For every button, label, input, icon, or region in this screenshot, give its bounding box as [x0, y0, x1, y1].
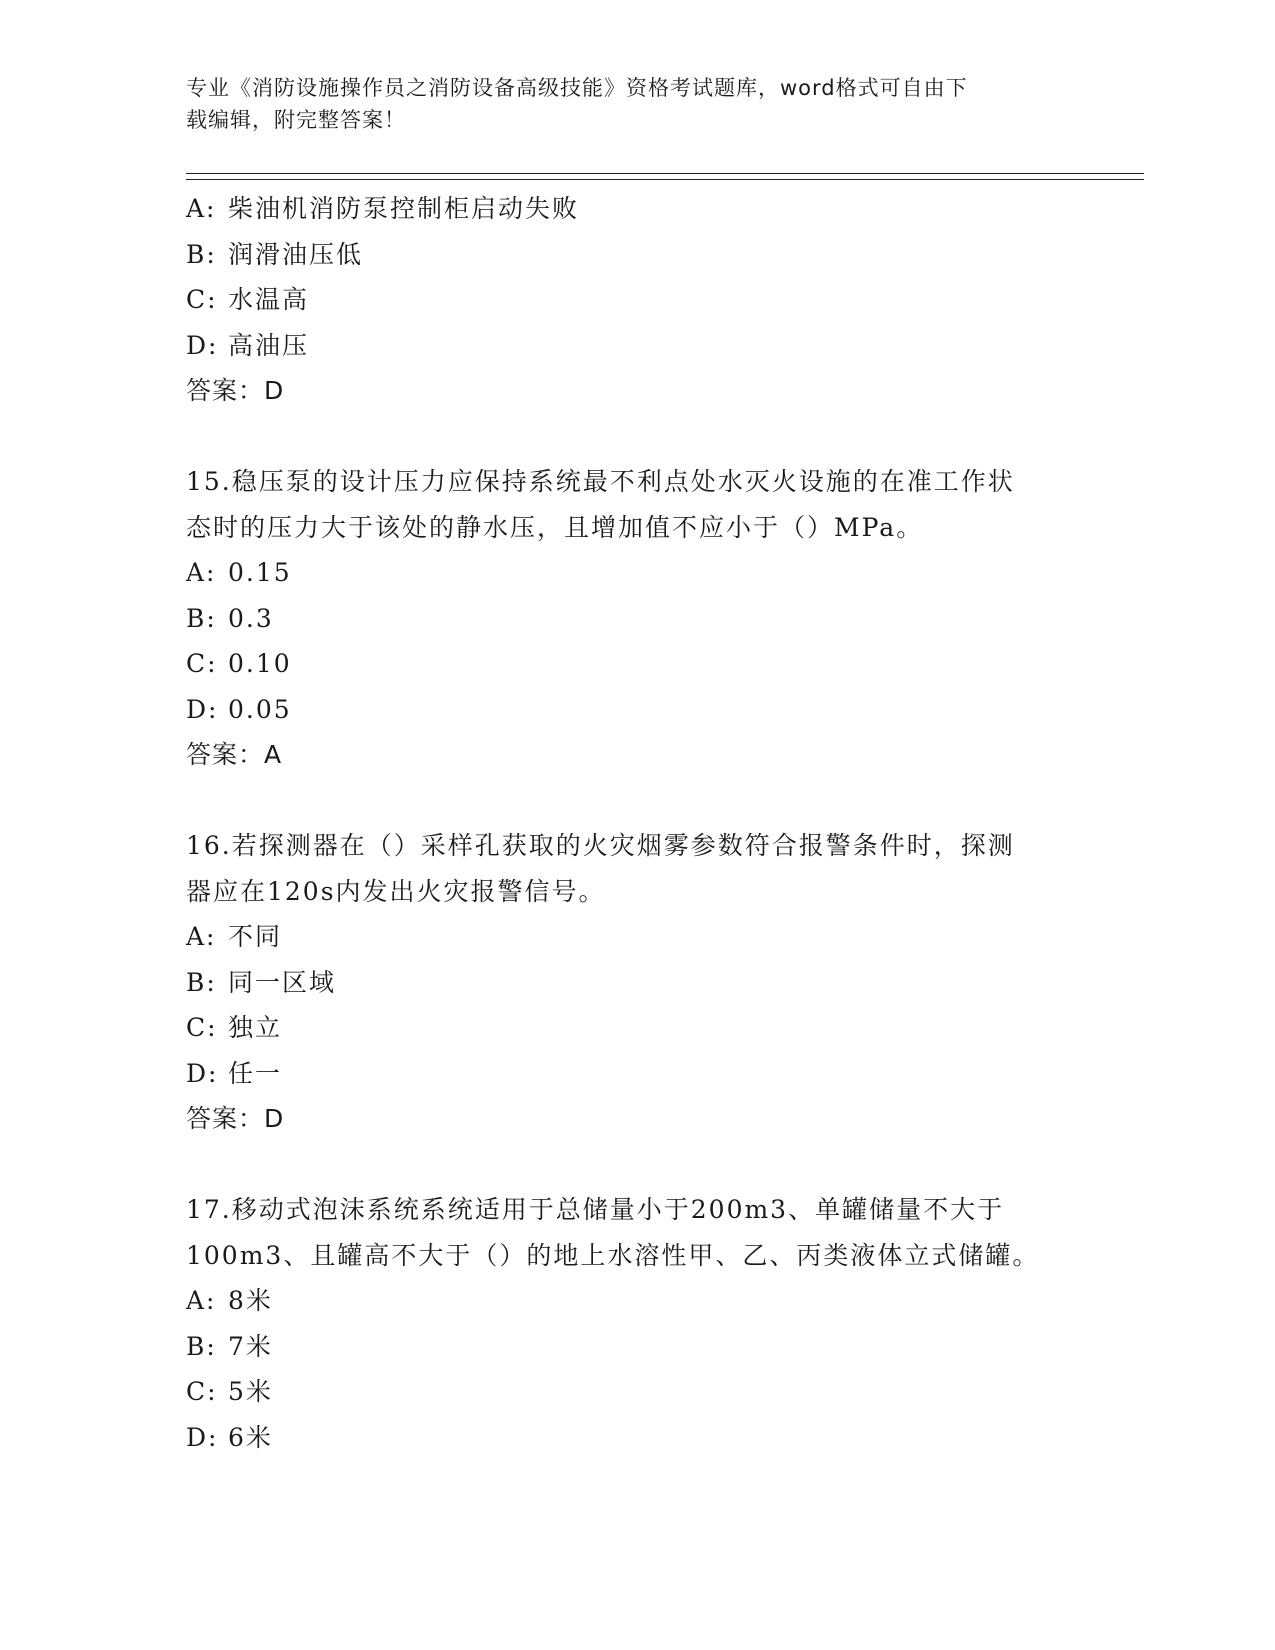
- header-divider-top: [186, 173, 1144, 174]
- question-stem-line-2: 100m3、且罐高不大于（）的地上水溶性甲、乙、丙类液体立式储罐。: [186, 1240, 1040, 1270]
- question-16: [186, 823, 1086, 1142]
- question-15: [186, 459, 1086, 778]
- option-a: A: 8米: [186, 1286, 273, 1315]
- option-c: C: 5米: [186, 1377, 273, 1406]
- option-a: A: 柴油机消防泵控制柜启动失败: [186, 194, 580, 223]
- header-divider-bottom: [186, 179, 1144, 180]
- question-stem-line-2: 器应在120s内发出火灾报警信号。: [186, 876, 606, 906]
- option-d: D: 6米: [186, 1422, 273, 1452]
- spacer: [186, 778, 1086, 824]
- option-b: B: 0.3: [186, 603, 274, 633]
- question-list: [186, 186, 1086, 1460]
- option-c: C: 独立: [186, 1013, 283, 1042]
- header-line-2: 载编辑，附完整答案！: [186, 108, 406, 132]
- option-b: B: 润滑油压低: [186, 239, 364, 269]
- option-b: B: 7米: [186, 1331, 273, 1361]
- question-14: [186, 186, 1086, 414]
- answer-line: 答案：A: [186, 740, 283, 769]
- option-a: A: 0.15: [186, 558, 292, 587]
- spacer: [186, 1142, 1086, 1188]
- document-header: [186, 72, 1066, 136]
- option-d: D: 高油压: [186, 330, 310, 360]
- question-stem-line-1: 17.移动式泡沫系统系统适用于总储量小于200m3、单罐储量不大于: [186, 1195, 1005, 1224]
- answer-line: 答案：D: [186, 1104, 285, 1133]
- option-b: B: 同一区域: [186, 967, 337, 997]
- option-d: D: 0.05: [186, 694, 292, 724]
- option-c: C: 水温高: [186, 285, 310, 314]
- answer-line: 答案：D: [186, 376, 285, 405]
- question-stem-line-1: 16.若探测器在（）采样孔获取的火灾烟雾参数符合报警条件时，探测: [186, 831, 1015, 860]
- option-d: D: 任一: [186, 1058, 283, 1088]
- spacer: [186, 414, 1086, 460]
- question-stem-line-2: 态时的压力大于该处的静水压，且增加值不应小于（）MPa。: [186, 512, 924, 542]
- option-c: C: 0.10: [186, 649, 292, 678]
- option-a: A: 不同: [186, 922, 283, 951]
- header-line-1: 专业《消防设施操作员之消防设备高级技能》资格考试题库，word格式可自由下: [186, 76, 968, 100]
- question-17: [186, 1187, 1086, 1460]
- question-stem-line-1: 15.稳压泵的设计压力应保持系统最不利点处水灭火设施的在准工作状: [186, 467, 1015, 496]
